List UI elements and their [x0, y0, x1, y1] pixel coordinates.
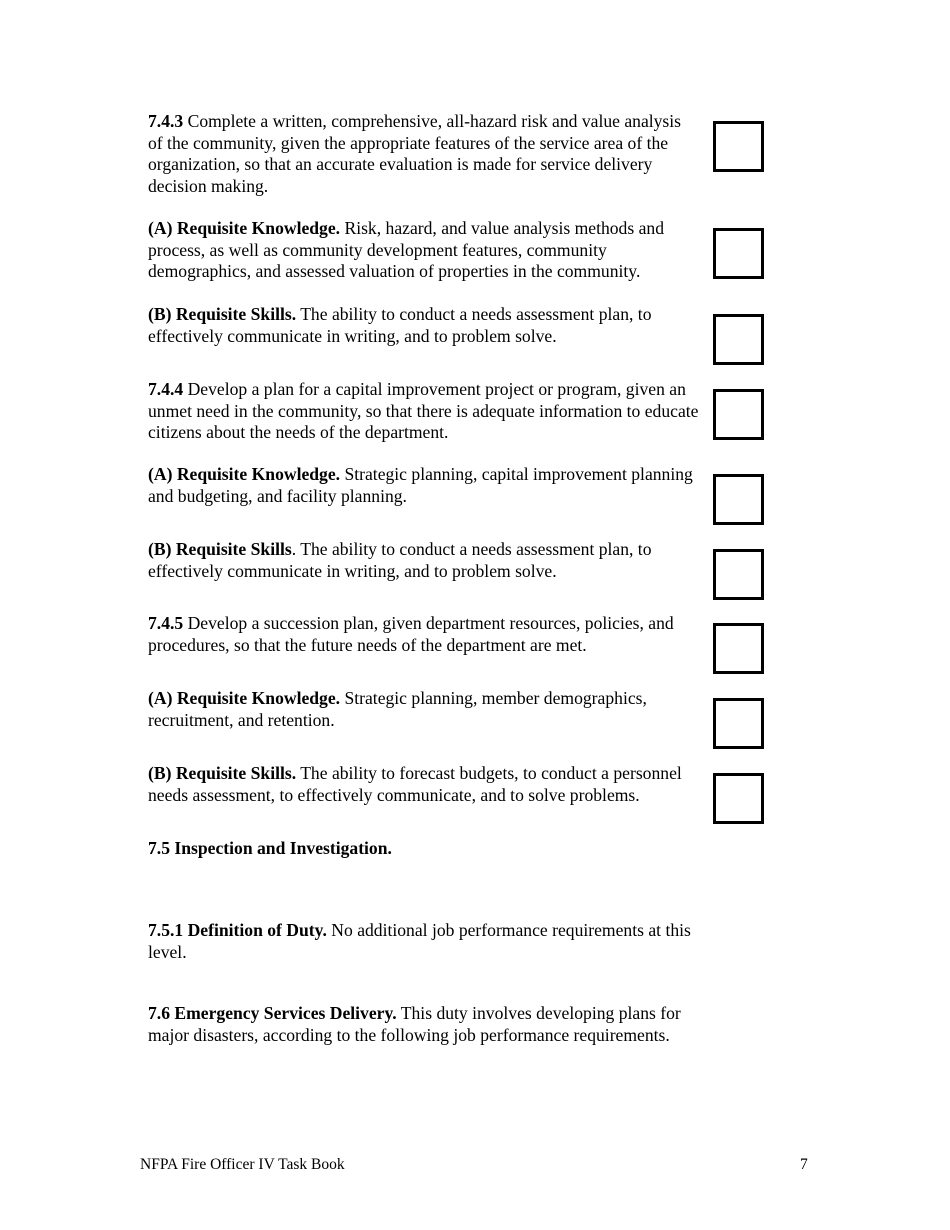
checkbox-7-4-5-skills[interactable] — [713, 773, 764, 824]
section-7-4-4-knowledge — [148, 464, 700, 507]
checkbox-7-4-4-knowledge[interactable] — [713, 474, 764, 525]
section-7-5-1 — [148, 920, 700, 963]
checkbox-7-4-5-knowledge[interactable] — [713, 698, 764, 749]
section-text: The ability to forecast budgets, to conduct a personnel needs assessment, to effectively communicate, and to solve problems. — [148, 763, 682, 805]
footer-title: NFPA Fire Officer IV Task Book — [140, 1156, 345, 1173]
section-text: Risk, hazard, and value analysis methods and process, as well as community development features, community demographics, and assessed valuation of properties in the community. — [148, 218, 665, 281]
checkbox-7-4-3-knowledge[interactable] — [713, 228, 764, 279]
section-text: Strategic planning, capital improvement planning and budgeting, and facility planning. — [148, 464, 693, 506]
section-text: Complete a written, comprehensive, all-hazard risk and value analysis of the community, given the appropriate features of the service area of the organization, so that an accurate evaluation is made for service delivery decision making. — [148, 111, 682, 196]
section-text: Develop a succession plan, given department resources, policies, and procedures, so that the future needs of the department are met. — [148, 613, 674, 655]
section-7-4-5-skills — [148, 763, 700, 806]
section-heading: 7.6 Emergency Services Delivery. — [148, 1003, 397, 1023]
section-7-4-3-skills — [148, 304, 700, 347]
section-heading: (B) Requisite Skills — [148, 539, 292, 559]
checkbox-7-4-3[interactable] — [713, 121, 764, 172]
checkbox-7-4-3-skills[interactable] — [713, 314, 764, 365]
section-heading: (A) Requisite Knowledge. — [148, 688, 341, 708]
section-heading: 7.5 Inspection and Investigation. — [148, 838, 392, 858]
section-text: This duty involves developing plans for major disasters, according to the following job performance requirements. — [148, 1003, 681, 1045]
section-heading: 7.5.1 Definition of Duty. — [148, 920, 327, 940]
section-7-5-heading — [148, 838, 700, 860]
section-7-4-4-skills — [148, 539, 700, 582]
section-text: The ability to conduct a needs assessment plan, to effectively communicate in writing, and to problem solve. — [148, 304, 652, 346]
section-7-6 — [148, 1003, 700, 1046]
section-7-4-3-knowledge — [148, 218, 700, 283]
section-7-4-5 — [148, 613, 700, 656]
section-heading: (A) Requisite Knowledge. — [148, 464, 341, 484]
checkbox-7-4-4-skills[interactable] — [713, 549, 764, 600]
section-text: Strategic planning, member demographics, recruitment, and retention. — [148, 688, 647, 730]
section-7-4-5-knowledge — [148, 688, 700, 731]
section-heading: (B) Requisite Skills. — [148, 763, 297, 783]
section-heading: (B) Requisite Skills. — [148, 304, 297, 324]
section-text: Develop a plan for a capital improvement project or program, given an unmet need in the community, so that there is adequate information to educate citizens about the needs of the department. — [148, 379, 699, 442]
checkbox-7-4-5[interactable] — [713, 623, 764, 674]
checkbox-7-4-4[interactable] — [713, 389, 764, 440]
page-number: 7 — [800, 1156, 808, 1173]
section-7-4-3 — [148, 111, 700, 197]
section-heading: (A) Requisite Knowledge. — [148, 218, 341, 238]
section-7-4-4 — [148, 379, 700, 444]
section-number: 7.4.5 — [148, 613, 184, 633]
section-number: 7.4.3 — [148, 111, 184, 131]
section-number: 7.4.4 — [148, 379, 184, 399]
section-text: No additional job performance requirements at this level. — [148, 920, 691, 962]
section-text: . The ability to conduct a needs assessment plan, to effectively communicate in writing, and to problem solve. — [148, 539, 652, 581]
